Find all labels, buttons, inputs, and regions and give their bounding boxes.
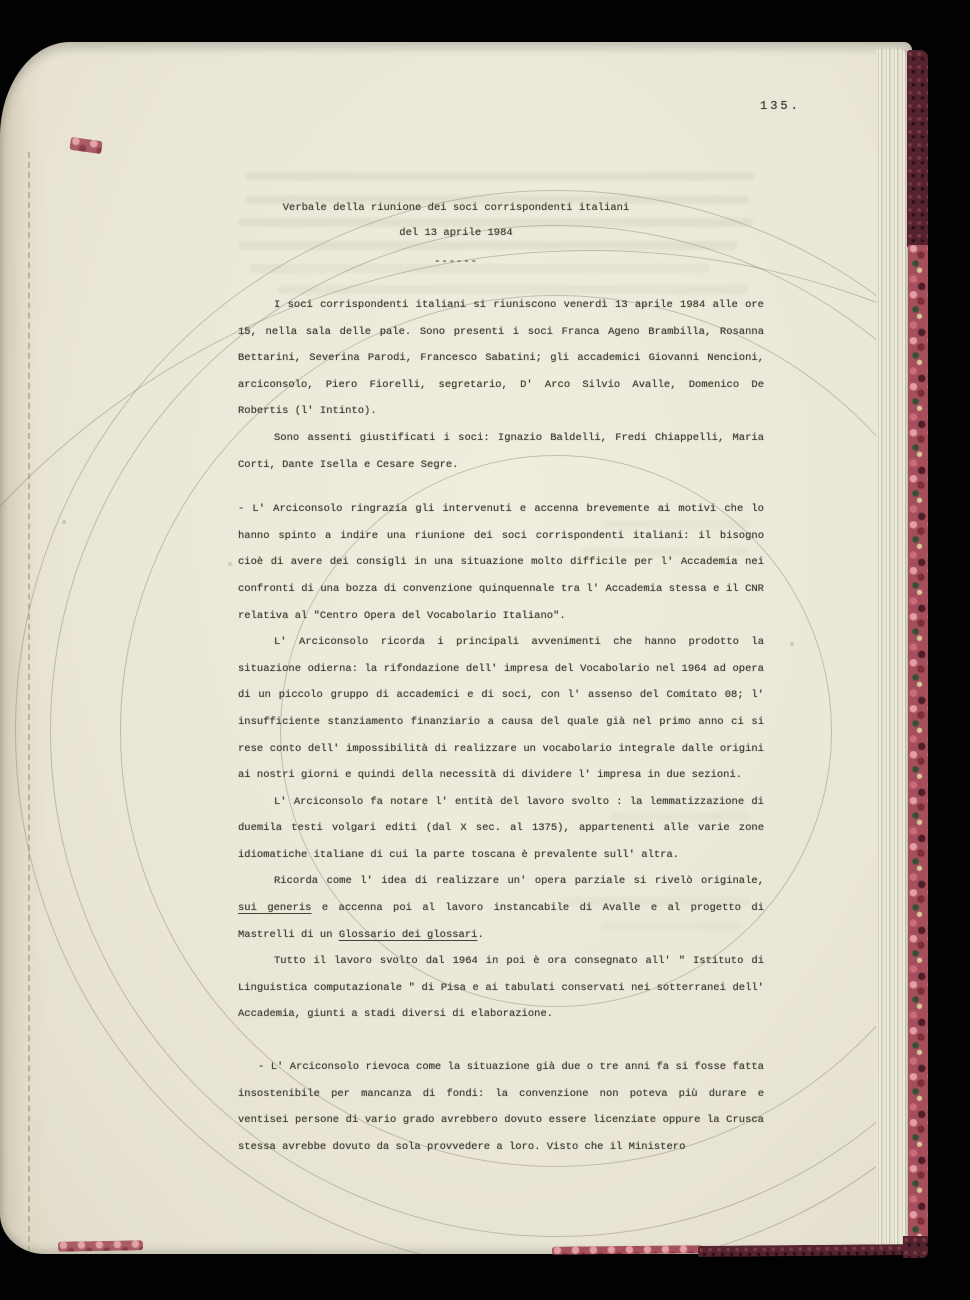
page-number: 135. (760, 99, 801, 113)
bleed-through-text (245, 172, 755, 181)
text-run: . (477, 928, 484, 941)
paragraph-pisa: Tutto il lavoro svolto dal 1964 in poi è ora consegnato all' " Istituto di Linguistica computazionale " di Pisa e ai tabulati conservati nei sotterranei dell' Accademia, giunti a stadi diversi di elaborazione. (238, 955, 764, 1021)
underlined-text: Glossario dei glossari (338, 928, 478, 941)
underlined-text: sui generis (238, 902, 312, 915)
paragraph-opening: - L' Arciconsolo ringrazia gli intervenuti e accenna brevemente ai motivi che lo hanno spinto a indire una riunione dei soci corrispondenti italiani: il bisogno cioè di avere dei consigli in una situazione molto difficile per l' Accademia nei confronti di una bozza di convenzione quinquennale tra l' Accademia stessa e il CNR relativa al "Centro Opera del Vocabolario Italiano". (238, 503, 764, 622)
book-cover-corner (903, 1236, 928, 1258)
marbled-cover-edge (908, 245, 928, 1245)
dust-speck (790, 642, 794, 646)
book-page (0, 42, 912, 1254)
typewritten-document (238, 196, 764, 1160)
paragraph-work-done: L' Arciconsolo fa notare l' entità del lavoro svolto : la lemmatizzazione di duemila testi volgari editi (dal X sec. al 1375), appartenenti alle varie zone idiomatiche italiane di cui la parte toscana è prevalente sull' altra. (238, 795, 764, 861)
dust-speck (228, 562, 232, 566)
document-title: Verbale della riunione dei soci corrispondenti italiani (282, 202, 630, 214)
book-cover-edge-top (907, 50, 928, 247)
paragraph-attendees: I soci corrispondenti italiani si riuniscono venerdì 13 aprile 1984 alle ore 15, nella sala delle pale. Sono presenti i soci Franca Ageno Brambilla, Rosanna Bettarini, Severina Parodi, Francesco Sabatini; gli accademici Giovanni Nencioni, arciconsolo, Piero Fiorelli, segretario, D' Arco Silvio Avalle, Domenico De Robertis (l' Intinto). (238, 299, 764, 418)
text-run: Ricorda come l' idea di realizzare un' opera parziale si rivelò originale, (274, 875, 764, 888)
page-stack-edge (876, 48, 909, 1248)
paragraph-history: L' Arciconsolo ricorda i principali avvenimenti che hanno prodotto la situazione odierna: la rifondazione dell' impresa del Vocabolario nel 1964 ad opera di un piccolo gruppo di accademici e di soci, con l' assenso del Comitato 08; l' insufficiente stanziamento finanziario a causa del quale già nel primo anno ci si rese conto dell' impossibilità di realizzare un vocabolario integrale dalle origini ai nostri giorni e quindi della necessità di dividere l' impresa in due sezioni. (238, 636, 764, 782)
paragraph-absentees: Sono assenti giustificati i soci: Ignazio Baldelli, Fredi Chiappelli, Maria Corti, Dante Isella e Cesare Segre. (238, 431, 764, 471)
document-date: del 13 aprile 1984 (399, 227, 513, 239)
text-run: e accenna poi al lavoro instancabile di Avalle e al progetto di Mastrelli di un (238, 902, 764, 941)
book-cover-edge-bottom (698, 1244, 916, 1257)
marbled-cover-edge-bottom (552, 1245, 704, 1255)
paragraph-sui-generis (238, 868, 764, 948)
title-separator: ------ (434, 256, 478, 268)
binding-stitch-line (28, 152, 30, 1252)
dust-speck (62, 520, 66, 524)
marbled-endpaper-fleck (58, 1240, 143, 1251)
paragraph-funding: - L' Arciconsolo rievoca come la situazione già due o tre anni fa si fosse fatta insostenibile per mancanza di fondi: la convenzione non poteva più durare e ventisei persone di vario grado avrebbero dovuto essere licenziate oppure la Crusca stessa avrebbe dovuto da sola provvedere a loro. Visto che il Ministero (238, 1061, 764, 1153)
